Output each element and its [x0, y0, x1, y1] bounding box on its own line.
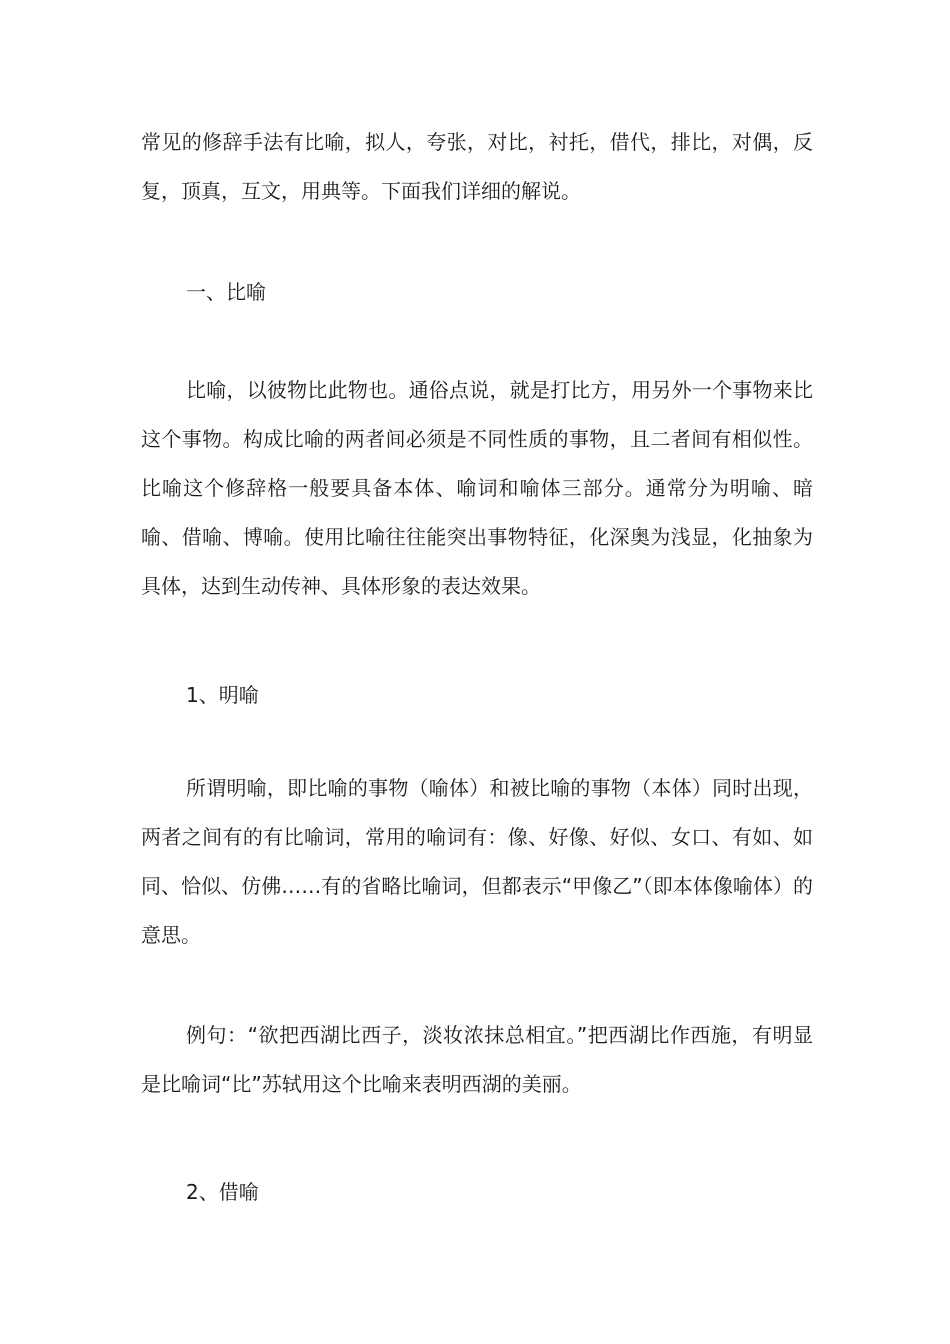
metaphor-definition-paragraph: 比喻，以彼物比此物也。通俗点说，就是打比方，用另外一个事物来比这个事物。构成比喻的两者间必须是不同性质的事物，且二者间有相似性。比喻这个修辞格一般要具备本体、喻词和喻体三部分。通常分为明喻、暗喻、借喻、博喻。使用比喻往往能突出事物特征，化深奥为浅显，化抽象为具体，达到生动传神、具体形象的表达效果。	[141, 378, 813, 598]
simile-example-paragraph: 例句：“欲把西湖比西子，淡妆浓抹总相宜。”把西湖比作西施，有明显是比喻词“比”苏轼用这个比喻来表明西湖的美丽。	[141, 1023, 813, 1096]
subsection-heading-implicit-metaphor: 2、借喻	[186, 1180, 259, 1204]
subsection-heading-simile: 1、明喻	[186, 683, 259, 707]
simile-definition-paragraph: 所谓明喻，即比喻的事物（喻体）和被比喻的事物（本体）同时出现，两者之间有的有比喻词，常用的喻词有：像、好像、好似、女口、有如、如同、恰似、仿佛……有的省略比喻词，但都表示“甲像乙”（即本体像喻体）的意思。	[141, 776, 813, 947]
section-heading-metaphor: 一、比喻	[186, 280, 266, 304]
intro-paragraph: 常见的修辞手法有比喻，拟人，夸张，对比，衬托，借代，排比，对偶，反复，顶真，互文，用典等。下面我们详细的解说。	[141, 130, 813, 203]
